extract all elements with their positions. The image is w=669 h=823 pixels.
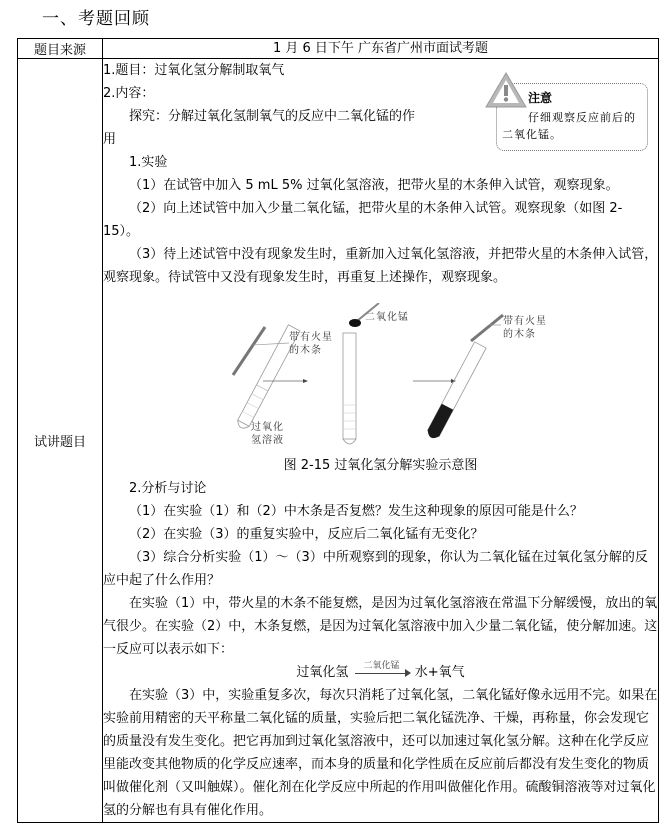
analysis-heading: 2.分析与讨论 — [129, 481, 207, 496]
label-splint-left: 带有火星的木条 — [289, 332, 333, 356]
test-tube-2 — [343, 333, 356, 444]
label-splint-right: 带有火星的木条 — [503, 316, 547, 340]
arrow-head-icon — [405, 669, 411, 677]
experiment-step-3: （3）待上述试管中没有现象发生时，重新加入过氧化氢溶液，并把带火星的木条伸入试管，观察现象。待试管中又没有现象发生时，再重复上述操作，观察现象。 — [103, 247, 658, 285]
splint-1 — [233, 327, 265, 375]
content-label-line: 2.内容： — [103, 86, 155, 101]
analysis-question-1: （1）在实验（1）和（2）中木条是否复燃？发生这种现象的原因可能是什么？ — [129, 504, 583, 519]
label-mno2: 二氧化锰 — [365, 312, 409, 323]
splint-2 — [471, 315, 503, 341]
experiment-step-2: （2）向上述试管中加入少量二氧化锰，把带火星的木条伸入试管。观察现象（如图 2-15）。 — [103, 201, 623, 239]
topic-title-line: 1.题目：过氧化氢分解制取氧气 — [103, 63, 285, 78]
note-text: 仔细观察反应前后的二氧化锰。 — [502, 111, 636, 141]
equation-catalyst: 二氧化锰 — [363, 661, 400, 671]
figure-caption: 图 2-15 过氧化氢分解实验示意图 — [283, 458, 478, 473]
warning-triangle-icon — [484, 71, 528, 111]
explanation-1: 在实验（1）中，带火星的木条不能复燃，是因为过氧化氢溶液在常温下分解缓慢，放出的氧气很少。在实验（2）中，木条复燃，是因为过氧化氢溶液中加入少量二氧化锰，使分解加速。这一反应可以表示如下： — [103, 596, 658, 657]
experiment-figure — [103, 303, 658, 455]
source-value: 1 月 6 日下午 广东省广州市面试考题 — [103, 39, 659, 59]
equation-reactant: 过氧化氢 — [296, 665, 349, 680]
equation-products: 水+氧气 — [414, 665, 465, 680]
analysis-question-3: （3）综合分析实验（1）～（3）中所观察到的现象，你认为二氧化锰在过氧化氢分解的反应中起了什么作用？ — [103, 550, 648, 588]
inquiry-text: 探究：分解过氧化氢制氧气的反应中二氧化锰的作用 — [103, 109, 416, 147]
source-label: 题目来源 — [18, 39, 103, 59]
source-row — [18, 39, 659, 59]
arrow-line — [355, 673, 407, 674]
test-tube-3 — [425, 342, 486, 441]
mno2-powder — [349, 319, 361, 327]
reaction-equation — [103, 661, 658, 684]
label-solution: 过氧化氢溶液 — [251, 422, 284, 446]
note-box — [484, 71, 650, 157]
exam-info-table — [17, 38, 659, 823]
topic-row — [18, 59, 659, 823]
explanation-2: 在实验（3）中，实验重复多次，每次只消耗了过氧化氢，二氧化锰好像永远用不完。如果在实验前用精密的天平称量二氧化锰的质量，实验后把二氧化锰洗净、干燥，再称量，你会发现它的质量没有发生变化。把它再加到过氧化氢溶液中，还可以加速过氧化氢分解。这种在化学反应里能改变其他物质的化学反应速率，而本身的质量和化学性质在反应前后都没有发生变化的物质叫做催化剂（又叫触媒）。催化剂在化学反应中所起的作用叫做催化作用。硫酸铜溶液等对过氧化氢的分解也有具有催化作用。 — [103, 688, 658, 818]
note-title: 注意 — [528, 91, 553, 105]
experiment-step-1: （1）在试管中加入 5 mL 5% 过氧化氢溶液，把带火星的木条伸入试管，观察现象。 — [129, 178, 619, 193]
topic-label: 试讲题目 — [18, 59, 103, 823]
figure-drawing — [103, 303, 643, 455]
section-title: 一、考题回顾 — [42, 9, 150, 29]
equation-arrow — [353, 661, 411, 684]
experiment-heading: 1.实验 — [129, 155, 168, 170]
topic-content — [103, 59, 659, 823]
analysis-question-2: （2）在实验（3）的重复实验中，反应后二氧化锰有无变化？ — [129, 527, 484, 542]
